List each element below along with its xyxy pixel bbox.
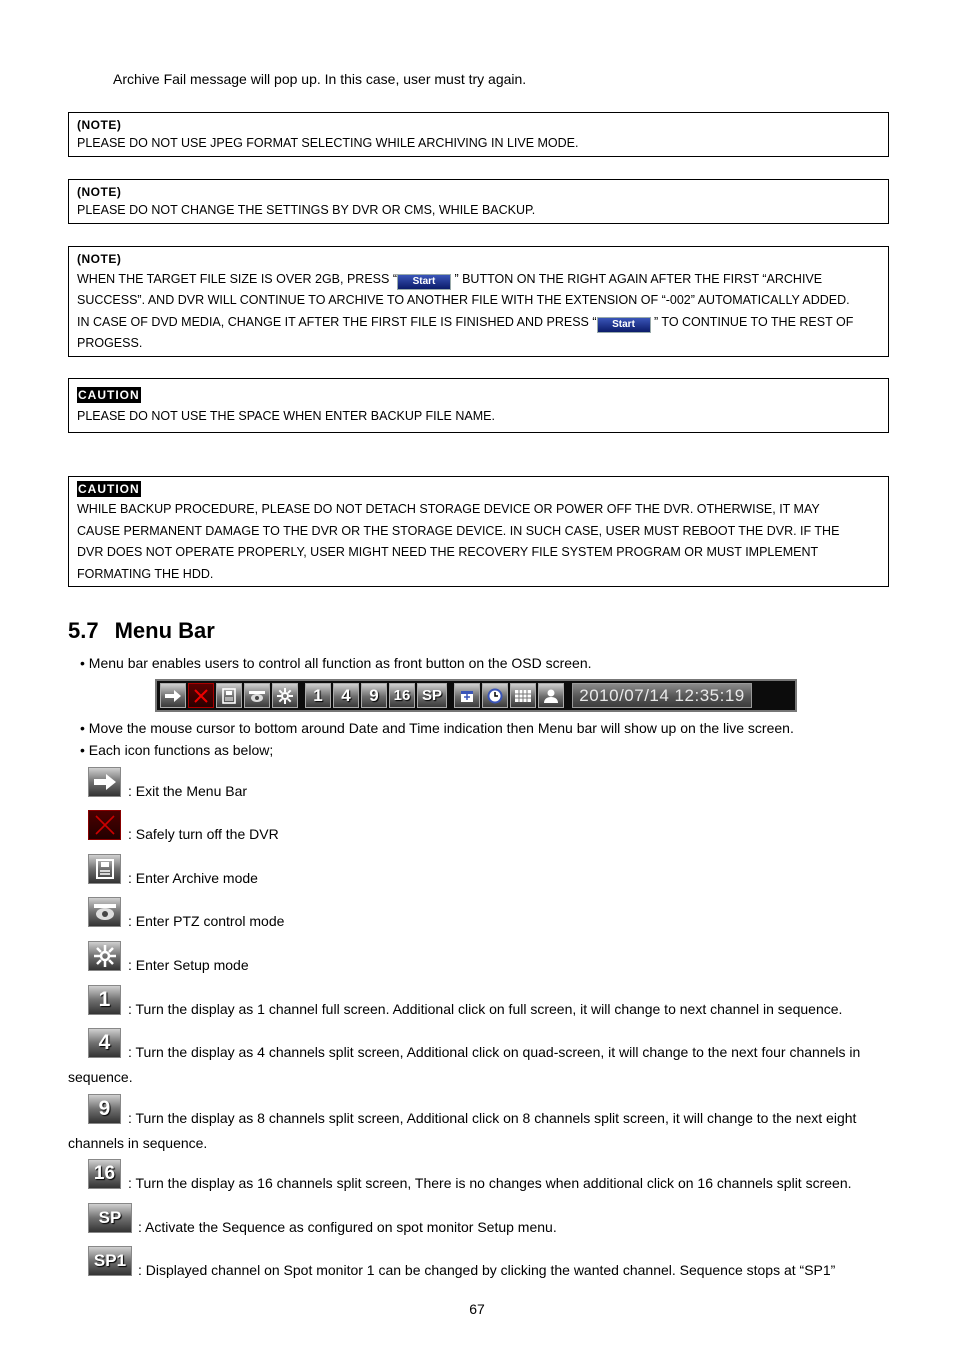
- note-header: (NOTE): [77, 185, 122, 199]
- icon-description: : Displayed channel on Spot monitor 1 can be changed by clicking the wanted channel. Sequence stops at “SP1”: [138, 1262, 836, 1278]
- note-line: [77, 269, 880, 290]
- caution-line: WHILE BACKUP PROCEDURE, PLEASE DO NOT DETACH STORAGE DEVICE OR POWER OFF THE DVR. OTHERWISE, IT MAY: [77, 502, 820, 516]
- setup-gear-icon: [88, 941, 121, 971]
- menu-bar: [155, 679, 797, 712]
- channel-9-button: 9: [361, 683, 387, 708]
- icon-description: : Enter Archive mode: [128, 870, 258, 886]
- ptz-camera-icon: [244, 683, 270, 708]
- caution-box: [68, 378, 889, 433]
- section-title: Menu Bar: [114, 618, 215, 643]
- caution-line: CAUSE PERMANENT DAMAGE TO THE DVR OR THE STORAGE DEVICE. IN SUCH CASE, USER MUST REBOOT THE DVR. IF THE: [77, 523, 840, 538]
- caution-line: FORMATING THE HDD.: [77, 566, 214, 581]
- intro-text: Archive Fail message will pop up. In this case, user must try again.: [113, 71, 527, 87]
- icon-description: : Enter PTZ control mode: [128, 913, 285, 929]
- note-text: PLEASE DO NOT USE JPEG FORMAT SELECTING WHILE ARCHIVING IN LIVE MODE.: [77, 136, 579, 150]
- icon-description: : Safely turn off the DVR: [128, 826, 279, 842]
- start-button-image: Start: [597, 317, 651, 333]
- icon-description: : Enter Setup mode: [128, 957, 249, 973]
- channel-9-icon: 9: [88, 1094, 121, 1124]
- power-off-icon: [188, 683, 214, 708]
- section-heading: [68, 618, 215, 644]
- channel-4-button: 4: [333, 683, 359, 708]
- channel-1-icon: 1: [88, 985, 121, 1015]
- note-box: [68, 246, 889, 357]
- setup-gear-icon: [272, 683, 298, 708]
- section-number: 5.7: [68, 618, 99, 643]
- note-box: [68, 112, 889, 157]
- sequence-spot-button: SP: [417, 683, 447, 708]
- note-text: ” BUTTON ON THE RIGHT AGAIN AFTER THE FIRST “ARCHIVE: [450, 272, 823, 286]
- archive-icon: [88, 854, 121, 884]
- note-header: (NOTE): [77, 118, 122, 132]
- channel-4-icon: 4: [88, 1028, 121, 1058]
- arrow-right-icon: [88, 767, 121, 797]
- bullet-item: • Each icon functions as below;: [80, 742, 274, 758]
- sequence-spot-icon: SP: [88, 1203, 132, 1233]
- channel-1-button: 1: [305, 683, 331, 708]
- channel-16-button: 16: [389, 683, 415, 708]
- channel-16-icon: 16: [88, 1159, 121, 1189]
- icon-description-continued: sequence.: [68, 1069, 133, 1085]
- exit-arrow-icon: [160, 683, 186, 708]
- clock-icon: [482, 683, 508, 708]
- note-text: PLEASE DO NOT CHANGE THE SETTINGS BY DVR OR CMS, WHILE BACKUP.: [77, 203, 536, 217]
- icon-description-continued: channels in sequence.: [68, 1135, 208, 1151]
- power-off-icon: [88, 810, 121, 840]
- archive-icon: [216, 683, 242, 708]
- note-header: (NOTE): [77, 252, 122, 266]
- note-line: PROGESS.: [77, 336, 143, 350]
- note-text: ” TO CONTINUE TO THE REST OF: [650, 315, 854, 329]
- icon-description: : Turn the display as 16 channels split screen, There is no changes when additional click on 16 channels split screen.: [128, 1175, 852, 1191]
- caution-text: PLEASE DO NOT USE THE SPACE WHEN ENTER BACKUP FILE NAME.: [77, 409, 495, 423]
- note-line: SUCCESS”. AND DVR WILL CONTINUE TO ARCHIVE TO ANOTHER FILE WITH THE EXTENSION OF “-002” AUTOMATICALLY ADDED.: [77, 293, 850, 307]
- icon-description: : Turn the display as 1 channel full screen. Additional click on full screen, it will change to next channel in sequence.: [128, 1001, 843, 1017]
- caution-box: [68, 476, 889, 587]
- icon-description: : Exit the Menu Bar: [128, 783, 248, 799]
- bullet-item: • Move the mouse cursor to bottom around Date and Time indication then Menu bar will show up on the live screen.: [80, 720, 794, 736]
- page-number: 67: [469, 1301, 485, 1317]
- ptz-camera-icon: [88, 897, 121, 927]
- note-box: [68, 179, 889, 224]
- note-text: WHEN THE TARGET FILE SIZE IS OVER 2GB, PRESS “: [77, 272, 397, 286]
- note-text: IN CASE OF DVD MEDIA, CHANGE IT AFTER THE FIRST FILE IS FINISHED AND PRESS “: [77, 315, 597, 329]
- icon-description: : Activate the Sequence as configured on spot monitor Setup menu.: [138, 1219, 557, 1235]
- caution-label: CAUTION: [78, 482, 140, 496]
- caution-label: CAUTION: [78, 388, 140, 402]
- caution-line: DVR DOES NOT OPERATE PROPERLY, USER MIGHT NEED THE RECOVERY FILE SYSTEM PROGRAM OR MUST IMPLEMENT: [77, 545, 819, 559]
- icon-description: : Turn the display as 4 channels split screen, Additional click on quad-screen, it will change to the next four channels in: [128, 1044, 861, 1060]
- calendar-search-icon: [454, 683, 480, 708]
- start-button-image: Start: [397, 274, 451, 290]
- schedule-grid-icon: [510, 683, 536, 708]
- icon-description: : Turn the display as 8 channels split screen, Additional click on 8 channels split screen, it will change to the next eight: [128, 1110, 857, 1126]
- note-line: [77, 312, 880, 333]
- spot-monitor-1-icon: SP1: [88, 1246, 132, 1276]
- datetime-display: 2010/07/14 12:35:19: [572, 683, 752, 708]
- user-icon: [538, 683, 564, 708]
- bullet-item: • Menu bar enables users to control all function as front button on the OSD screen.: [80, 655, 592, 671]
